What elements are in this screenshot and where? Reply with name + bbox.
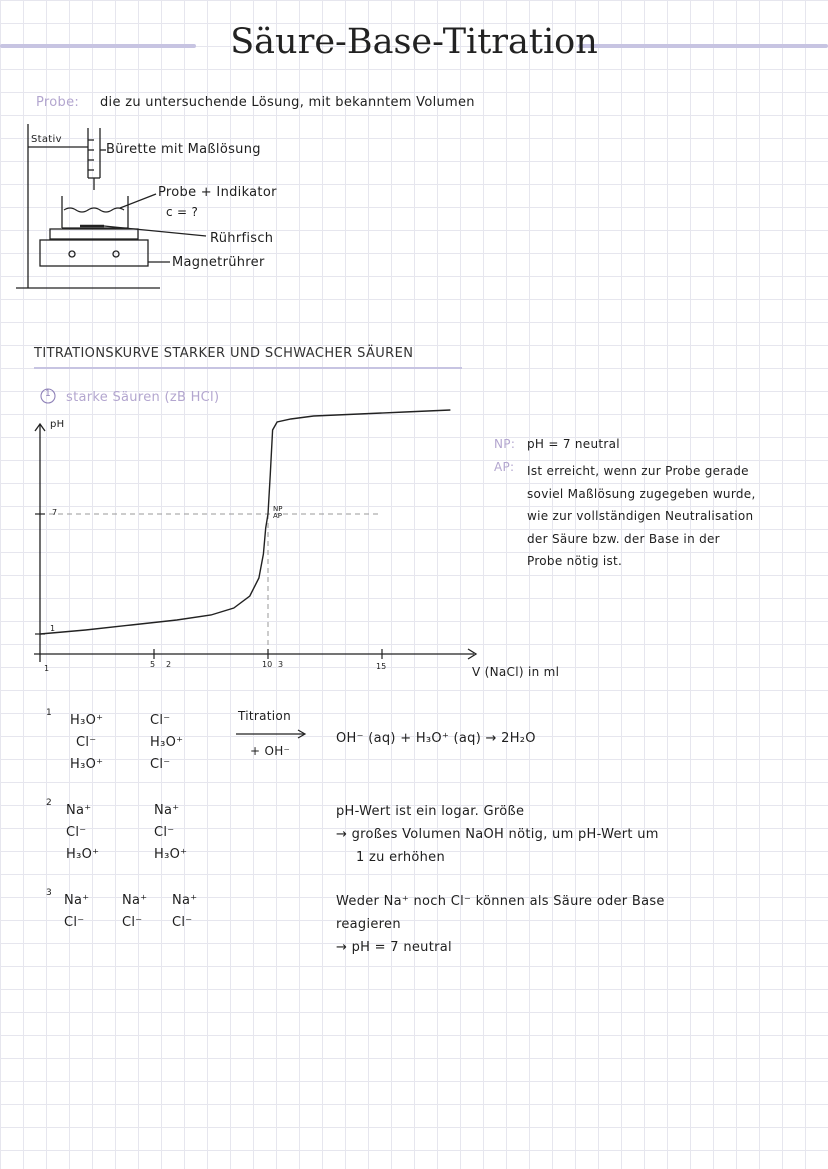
x-tick-label: 5 — [150, 660, 156, 669]
x-tick-label: 10 — [262, 660, 273, 669]
reaction1-equation: OH⁻ (aq) + H₃O⁺ (aq) → 2H₂O — [336, 731, 536, 746]
reaction3-number: 3 — [46, 888, 52, 898]
ion: Na⁺ — [66, 803, 92, 818]
text-line: reagieren — [336, 917, 401, 932]
ion: Na⁺ — [64, 893, 90, 908]
reaction1-number: 1 — [46, 708, 52, 718]
section-heading-underline — [34, 367, 462, 369]
ruehrfisch-label: Rührfisch — [210, 231, 274, 246]
magnetruehrer-label: Magnetrührer — [172, 255, 265, 270]
ion: H₃O⁺ — [70, 757, 104, 772]
np-ap-annotation — [273, 506, 282, 520]
reaction1-col1 — [70, 710, 103, 776]
x-tick-label: 1 — [44, 664, 50, 673]
ap-annotation: AP — [273, 512, 283, 520]
ion: Cl⁻ — [172, 915, 193, 930]
text-line: → pH = 7 neutral — [336, 940, 452, 955]
ion: H₃O⁺ — [66, 847, 100, 862]
x-tick-label: 3 — [278, 660, 284, 669]
text-line: Weder Na⁺ noch Cl⁻ können als Säure oder Base — [336, 894, 665, 909]
reaction3-col3 — [172, 890, 197, 934]
ap-note-line: Ist erreicht, wenn zur Probe gerade — [527, 464, 749, 478]
subsection-label: starke Säuren (zB HCl) — [66, 390, 220, 405]
y-axis-label: pH — [50, 419, 65, 430]
y-tick-label: 1 — [50, 624, 56, 633]
ion: Cl⁻ — [150, 757, 171, 772]
reaction2-number: 2 — [46, 798, 52, 808]
reaction2-col1 — [66, 800, 99, 866]
np-note-label: NP: — [494, 437, 516, 451]
probe-indikator-label: Probe + Indikator — [158, 185, 277, 200]
x-tick-label: 15 — [376, 662, 387, 671]
ion: Na⁺ — [172, 893, 198, 908]
np-note-text: pH = 7 neutral — [527, 437, 620, 451]
probe-definition: die zu untersuchende Lösung, mit bekanntem Volumen — [100, 95, 475, 110]
buerette-label: Bürette mit Maßlösung — [106, 142, 261, 157]
ap-note-line: Probe nötig ist. — [527, 554, 623, 568]
ion: Cl⁻ — [122, 915, 143, 930]
ion: Na⁺ — [122, 893, 148, 908]
text-line: → großes Volumen NaOH nötig, um pH-Wert um — [336, 827, 659, 842]
reaction3-text — [336, 890, 665, 959]
reaction1-arrow-bottom: + OH⁻ — [250, 744, 291, 758]
concentration-label: c = ? — [166, 205, 199, 219]
ion: H₃O⁺ — [70, 713, 104, 728]
ion: Cl⁻ — [154, 825, 175, 840]
x-tick-label: 2 — [166, 660, 172, 669]
ap-note-line: wie zur vollständigen Neutralisation — [527, 509, 754, 523]
text-line: pH-Wert ist ein logar. Größe — [336, 804, 525, 819]
probe-label: Probe: — [36, 95, 80, 110]
ap-note-line: soviel Maßlösung zugegeben wurde, — [527, 486, 756, 501]
ap-note-text — [527, 460, 756, 573]
text-line: 1 zu erhöhen — [356, 850, 445, 865]
stativ-label: Stativ — [31, 134, 62, 145]
ion: Cl⁻ — [76, 735, 97, 750]
reaction2-text — [336, 800, 659, 869]
ap-note-line: der Säure bzw. der Base in der — [527, 531, 720, 546]
ion: Cl⁻ — [150, 713, 171, 728]
subsection-number: 1 — [45, 389, 51, 399]
y-axis-arrow — [35, 424, 45, 431]
ion: Cl⁻ — [66, 825, 87, 840]
page-title: Säure-Base-Titration — [230, 22, 598, 62]
ion: H₃O⁺ — [154, 847, 188, 862]
x-axis-label: V (NaCl) in ml — [472, 665, 560, 679]
reaction3-col1 — [64, 890, 89, 934]
titration-curve-line — [40, 410, 450, 634]
ion: H₃O⁺ — [150, 735, 184, 750]
ap-note-label: AP: — [494, 460, 515, 474]
reaction3-col2 — [122, 890, 147, 934]
ion: Cl⁻ — [64, 915, 85, 930]
reaction1-arrow-top: Titration — [238, 709, 291, 723]
np-annotation: NP — [273, 505, 283, 513]
x-axis-arrow — [468, 649, 476, 659]
ion: Na⁺ — [154, 803, 180, 818]
section-heading: TITRATIONSKURVE STARKER UND SCHWACHER SÄUREN — [34, 346, 414, 361]
reaction1-col2 — [150, 710, 183, 776]
y-tick-label: 7 — [52, 508, 58, 517]
reaction2-col2 — [154, 800, 187, 866]
